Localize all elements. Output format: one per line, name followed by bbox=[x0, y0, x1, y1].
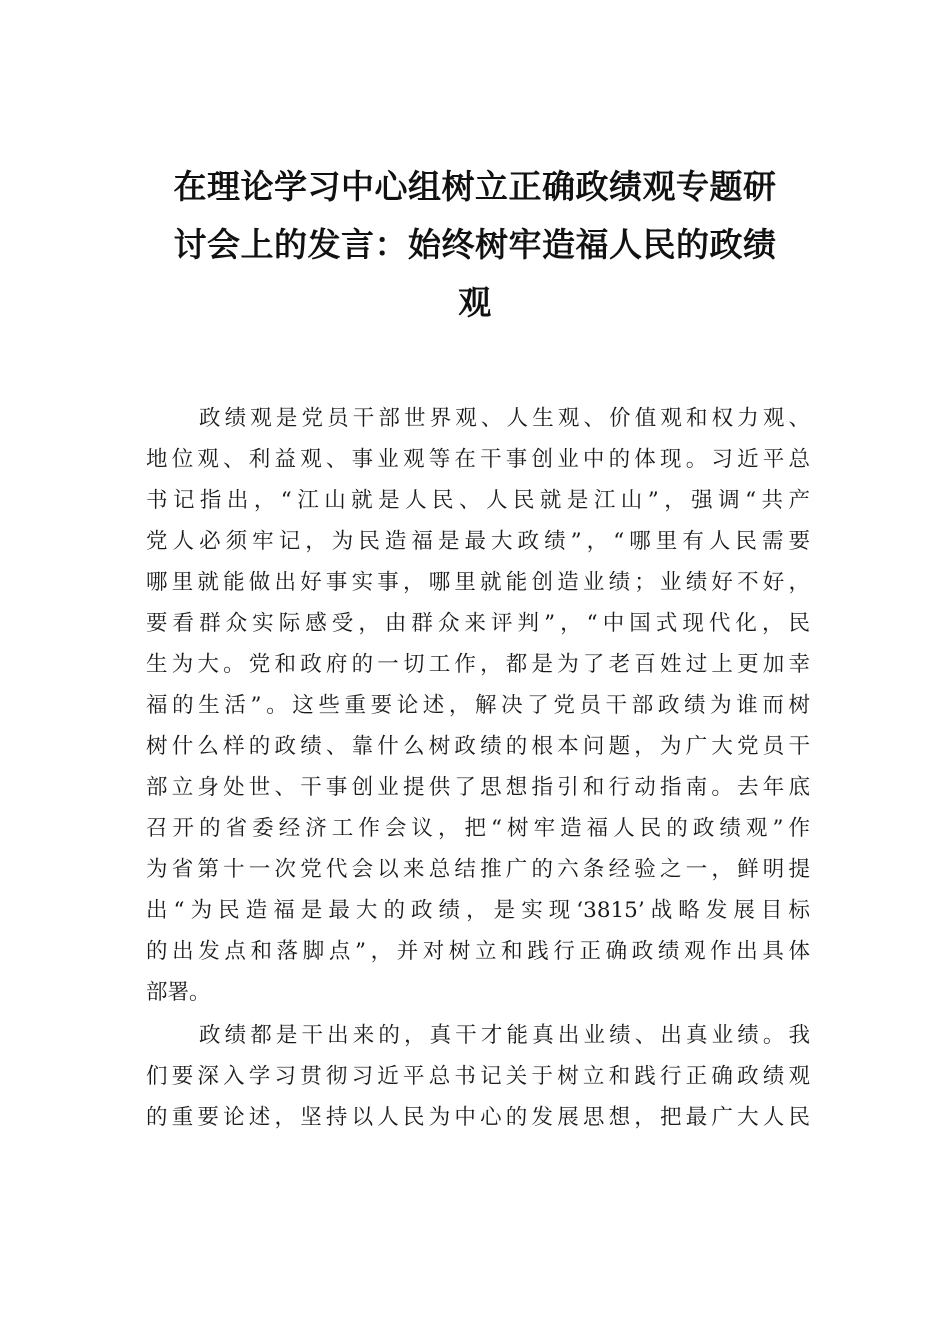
title-line: 观 bbox=[458, 283, 492, 322]
text-line: 部立身处世、干事创业提供了思想指引和行动指南。去年底 bbox=[146, 775, 810, 800]
text-line: 召开的省委经济工作会议，把“树牢造福人民的政绩观”作 bbox=[146, 816, 810, 841]
text-line: 为省第十一次党代会以来总结推广的六条经验之一，鲜明提 bbox=[146, 857, 810, 882]
text-line: 生为大。党和政府的一切工作，都是为了老百姓过上更加幸 bbox=[146, 652, 810, 677]
text-line: 的重要论述，坚持以人民为中心的发展思想，把最广大人民 bbox=[146, 1105, 810, 1130]
text-line: 出“为民造福是最大的政绩，是实现‘3815’战略发展目标 bbox=[146, 898, 810, 923]
text-line: 要看群众实际感受，由群众来评判”，“中国式现代化，民 bbox=[146, 611, 810, 636]
text-line: 们要深入学习贯彻习近平总书记关于树立和践行正确政绩观 bbox=[146, 1064, 810, 1089]
text-line: 福的生活”。这些重要论述，解决了党员干部政绩为谁而树 bbox=[146, 693, 810, 718]
text-line: 部署。 bbox=[146, 980, 211, 1005]
text-line: 政绩都是干出来的，真干才能真出业绩、出真业绩。我 bbox=[199, 1023, 810, 1048]
text-line: 党人必须牢记，为民造福是最大政绩”，“哪里有人民需要 bbox=[146, 529, 810, 554]
text-line: 地位观、利益观、事业观等在干事创业中的体现。习近平总 bbox=[146, 447, 810, 472]
paragraph-2 bbox=[146, 1015, 810, 1138]
text-line: 树什么样的政绩、靠什么树政绩的根本问题，为广大党员干 bbox=[146, 734, 810, 759]
text-line: 书记指出，“江山就是人民、人民就是江山”，强调“共产 bbox=[146, 488, 810, 513]
text-line: 哪里就能做出好事实事，哪里就能创造业绩；业绩好不好， bbox=[146, 570, 810, 595]
text-line: 政绩观是党员干部世界观、人生观、价值观和权力观、 bbox=[199, 406, 810, 431]
title-line: 在理论学习中心组树立正确政绩观专题研 bbox=[173, 167, 777, 206]
title-line: 讨会上的发言：始终树牢造福人民的政绩 bbox=[173, 225, 777, 264]
document-body bbox=[146, 398, 810, 1140]
paragraph-1 bbox=[146, 398, 810, 1013]
text-line: 的出发点和落脚点”，并对树立和践行正确政绩观作出具体 bbox=[146, 939, 810, 964]
document-title bbox=[140, 158, 810, 332]
